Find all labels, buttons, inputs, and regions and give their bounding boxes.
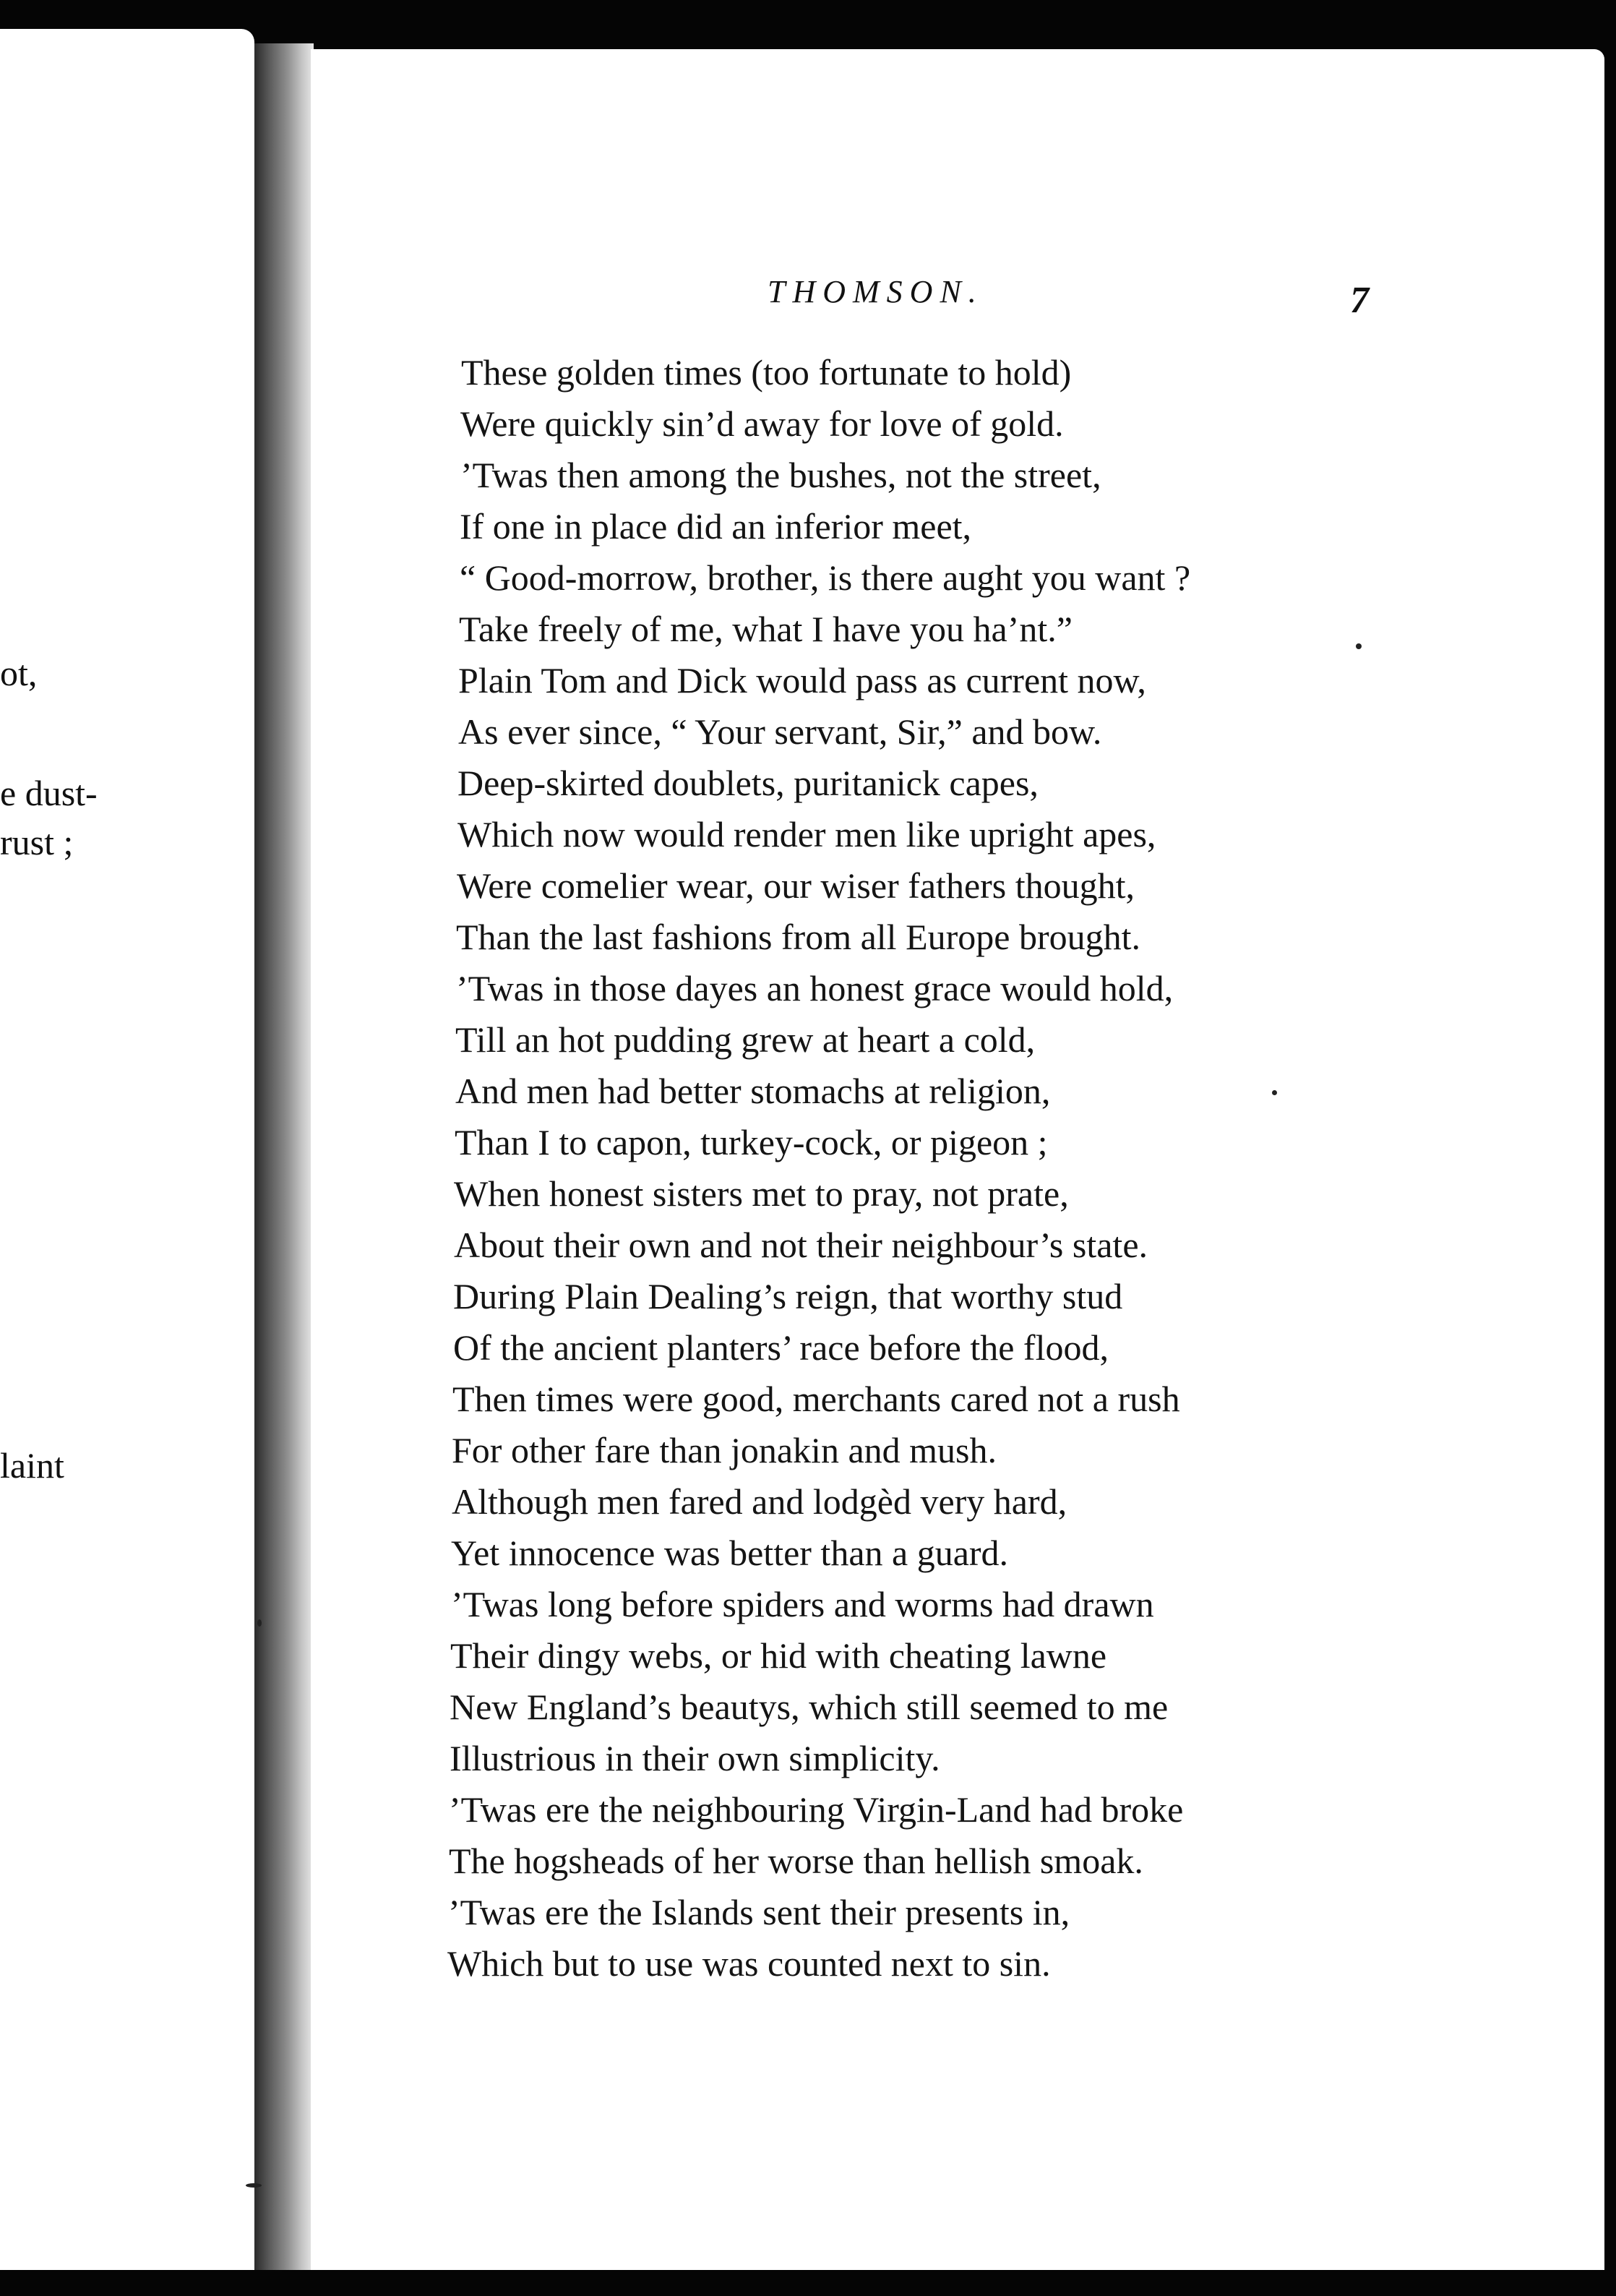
poem-line: Were comelier wear, our wiser fathers thought, xyxy=(457,865,1135,906)
running-head: THOMSON. xyxy=(768,274,984,309)
poem-line: Yet innocence was better than a guard. xyxy=(451,1533,1009,1573)
poem-line: ’Twas in those dayes an honest grace would hold, xyxy=(456,968,1174,1008)
left-page-fragment: e dust- xyxy=(0,773,98,813)
poem-line: About their own and not their neighbour’s state. xyxy=(454,1225,1148,1265)
poem-line: “ Good-morrow, brother, is there aught you want ? xyxy=(460,557,1191,598)
print-speck xyxy=(1272,1090,1277,1095)
poem-line: Than the last fashions from all Europe brought. xyxy=(456,917,1140,957)
poem-line: When honest sisters met to pray, not prate, xyxy=(454,1173,1069,1214)
poem-line: New England’s beautys, which still seemed to me xyxy=(450,1687,1169,1727)
poem-line: Then times were good, merchants cared not a rush xyxy=(452,1379,1180,1419)
poem-line: ’Twas long before spiders and worms had drawn xyxy=(451,1584,1154,1624)
poem-line: ’Twas ere the Islands sent their presents in, xyxy=(448,1892,1070,1932)
poem-line: These golden times (too fortunate to hold) xyxy=(461,352,1072,393)
poem-line: During Plain Dealing’s reign, that worthy stud xyxy=(453,1276,1123,1316)
page-number: 7 xyxy=(1350,280,1369,321)
poem-line: Than I to capon, turkey-cock, or pigeon ; xyxy=(455,1122,1048,1162)
print-speck xyxy=(1356,643,1362,649)
print-speck xyxy=(257,1619,262,1627)
poem-line: Which but to use was counted next to sin. xyxy=(447,1943,1051,1984)
left-page-fragment: rust ; xyxy=(0,822,74,862)
poem-line: The hogsheads of her worse than hellish smoak. xyxy=(449,1841,1143,1881)
poem-line: Deep-skirted doublets, puritanick capes, xyxy=(457,763,1039,803)
left-page-fragment: ot, xyxy=(0,653,38,693)
poem-line: And men had better stomachs at religion, xyxy=(455,1071,1051,1111)
poem-line: For other fare than jonakin and mush. xyxy=(452,1430,997,1470)
poem-line: ’Twas then among the bushes, not the street, xyxy=(460,455,1101,495)
poem-line: Their dingy webs, or hid with cheating lawne xyxy=(450,1635,1107,1676)
left-facing-page xyxy=(0,29,254,2270)
poem-line: Of the ancient planters’ race before the flood, xyxy=(453,1327,1109,1368)
poem-line: As ever since, “ Your servant, Sir,” and bow. xyxy=(458,711,1102,752)
book-gutter-shadow xyxy=(254,43,314,2270)
poem-line: Were quickly sin’d away for love of gold. xyxy=(460,403,1064,444)
left-page-fragment: laint xyxy=(0,1445,64,1486)
poem-line: Take freely of me, what I have you ha’nt.” xyxy=(459,609,1073,649)
poem-line: Illustrious in their own simplicity. xyxy=(450,1738,940,1778)
poem-line: Till an hot pudding grew at heart a cold, xyxy=(455,1019,1036,1060)
poem-line: Which now would render men like upright apes, xyxy=(457,814,1156,854)
poem-line: Plain Tom and Dick would pass as current now, xyxy=(458,660,1146,701)
poem-line: ’Twas ere the neighbouring Virgin-Land had broke xyxy=(449,1789,1184,1830)
poem-line: Although men fared and lodgèd very hard, xyxy=(452,1481,1067,1522)
print-speck xyxy=(246,2183,262,2188)
poem-line: If one in place did an inferior meet, xyxy=(460,506,972,547)
